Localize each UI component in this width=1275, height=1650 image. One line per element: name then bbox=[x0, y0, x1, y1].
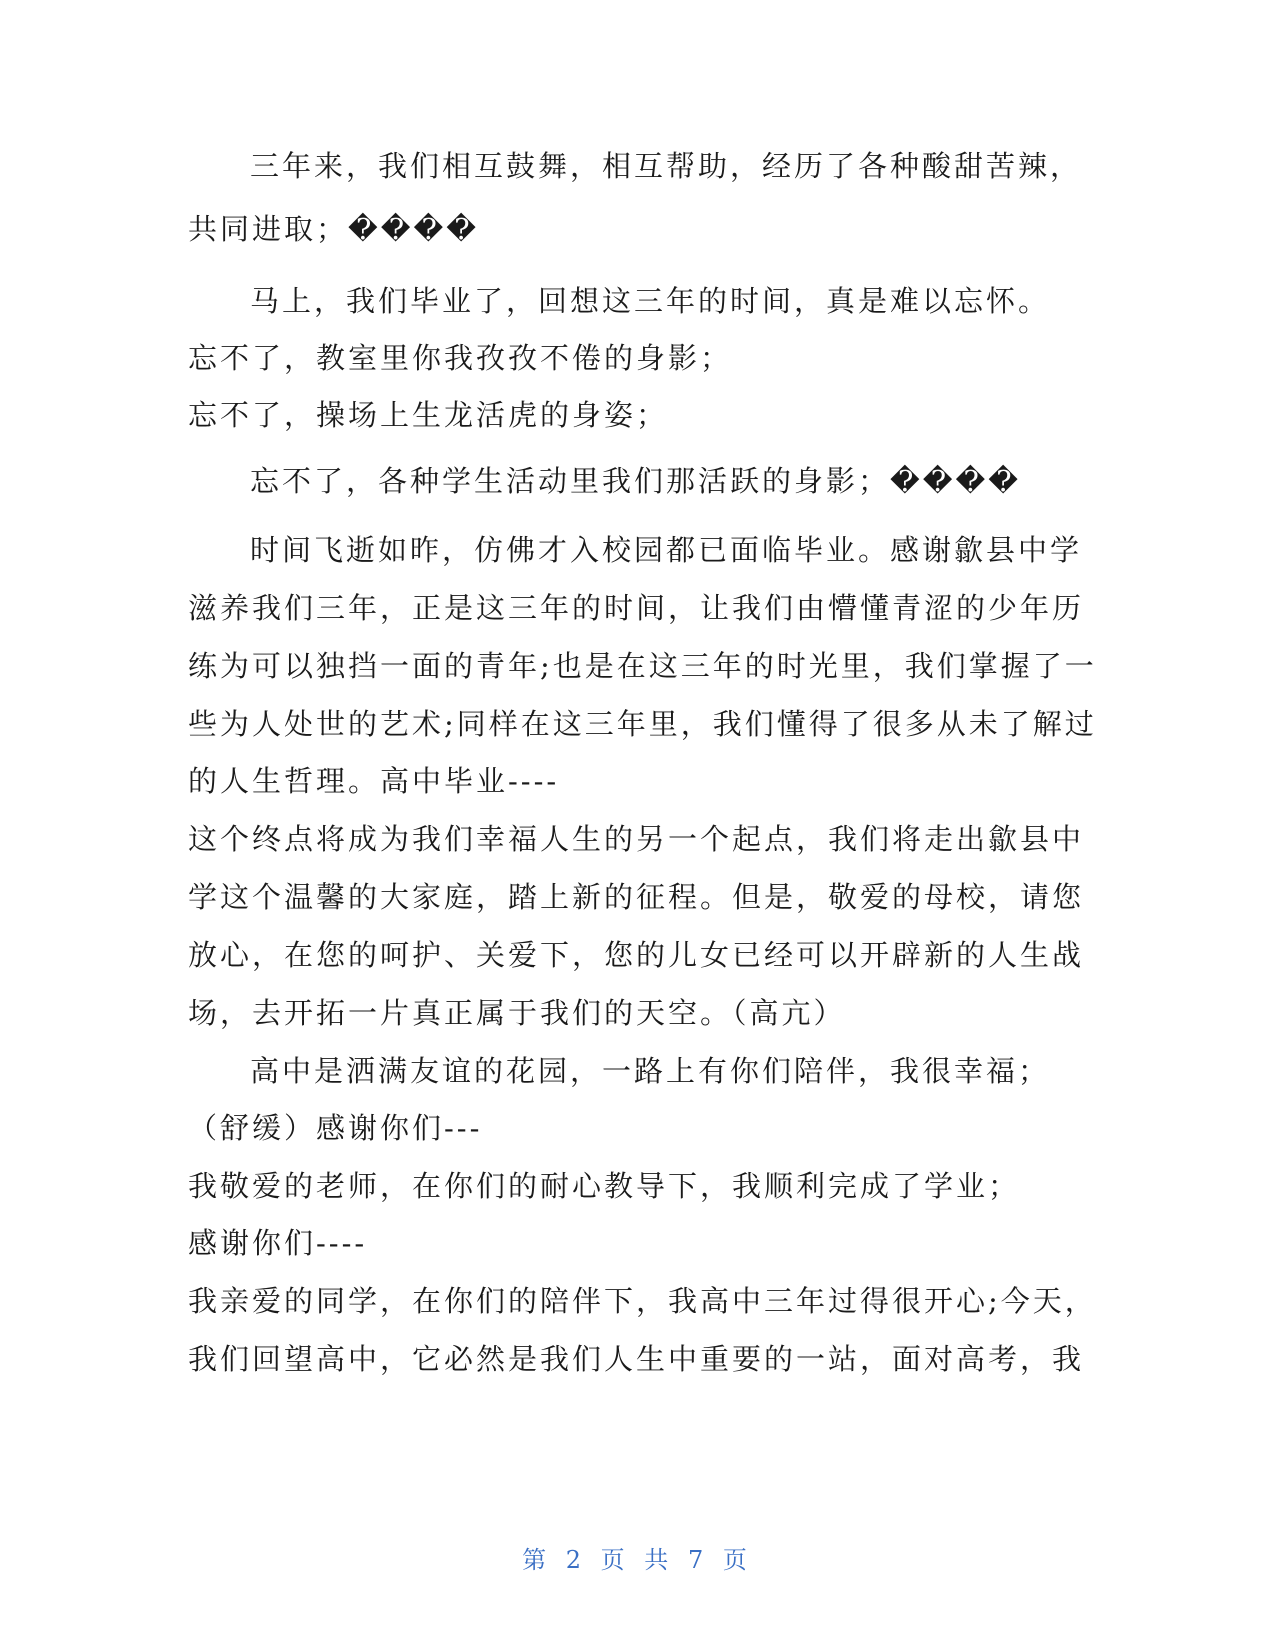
text-line: 我亲爱的同学，在你们的陪伴下，我高中三年过得很开心;今天， bbox=[188, 1284, 1097, 1318]
text-line: 的人生哲理。高中毕业---- bbox=[188, 764, 560, 798]
text-line: 学这个温馨的大家庭，踏上新的征程。但是，敬爱的母校，请您 bbox=[188, 880, 1085, 914]
text-line: 感谢你们---- bbox=[188, 1226, 368, 1260]
text-line: 我敬爱的老师，在你们的耐心教导下，我顺利完成了学业； bbox=[188, 1169, 1021, 1203]
text-line: 忘不了，操场上生龙活虎的身姿； bbox=[188, 398, 669, 432]
text-line: 这个终点将成为我们幸福人生的另一个起点，我们将走出歙县中 bbox=[188, 822, 1085, 856]
text-line: 高中是洒满友谊的花园，一路上有你们陪伴，我很幸福； bbox=[250, 1054, 1051, 1088]
text-line: 时间飞逝如昨，仿佛才入校园都已面临毕业。感谢歙县中学 bbox=[250, 533, 1083, 567]
text-line: （舒缓）感谢你们--- bbox=[188, 1111, 483, 1145]
text-line: 放心，在您的呵护、关爱下，您的儿女已经可以开辟新的人生战 bbox=[188, 938, 1085, 972]
text-line: 我们回望高中，它必然是我们人生中重要的一站，面对高考，我 bbox=[188, 1342, 1085, 1376]
text-line: 忘不了，各种学生活动里我们那活跃的身影；���� bbox=[250, 464, 1021, 498]
text-line: 马上，我们毕业了，回想这三年的时间，真是难以忘怀。 bbox=[250, 284, 1051, 318]
text-line: 场，去开拓一片真正属于我们的天空。（高亢） bbox=[188, 996, 846, 1030]
text-line: 三年来，我们相互鼓舞，相互帮助，经历了各种酸甜苦辣， bbox=[250, 149, 1083, 183]
page-footer: 第 2 页 共 7 页 bbox=[522, 1546, 753, 1574]
text-line: 忘不了，教室里你我孜孜不倦的身影； bbox=[188, 341, 733, 375]
text-line: 滋养我们三年，正是这三年的时间，让我们由懵懂青涩的少年历 bbox=[188, 591, 1085, 625]
text-line: 些为人处世的艺术;同样在这三年里，我们懂得了很多从未了解过 bbox=[188, 707, 1097, 741]
text-line: 练为可以独挡一面的青年;也是在这三年的时光里，我们掌握了一 bbox=[188, 649, 1097, 683]
text-line: 共同进取；���� bbox=[188, 212, 479, 246]
